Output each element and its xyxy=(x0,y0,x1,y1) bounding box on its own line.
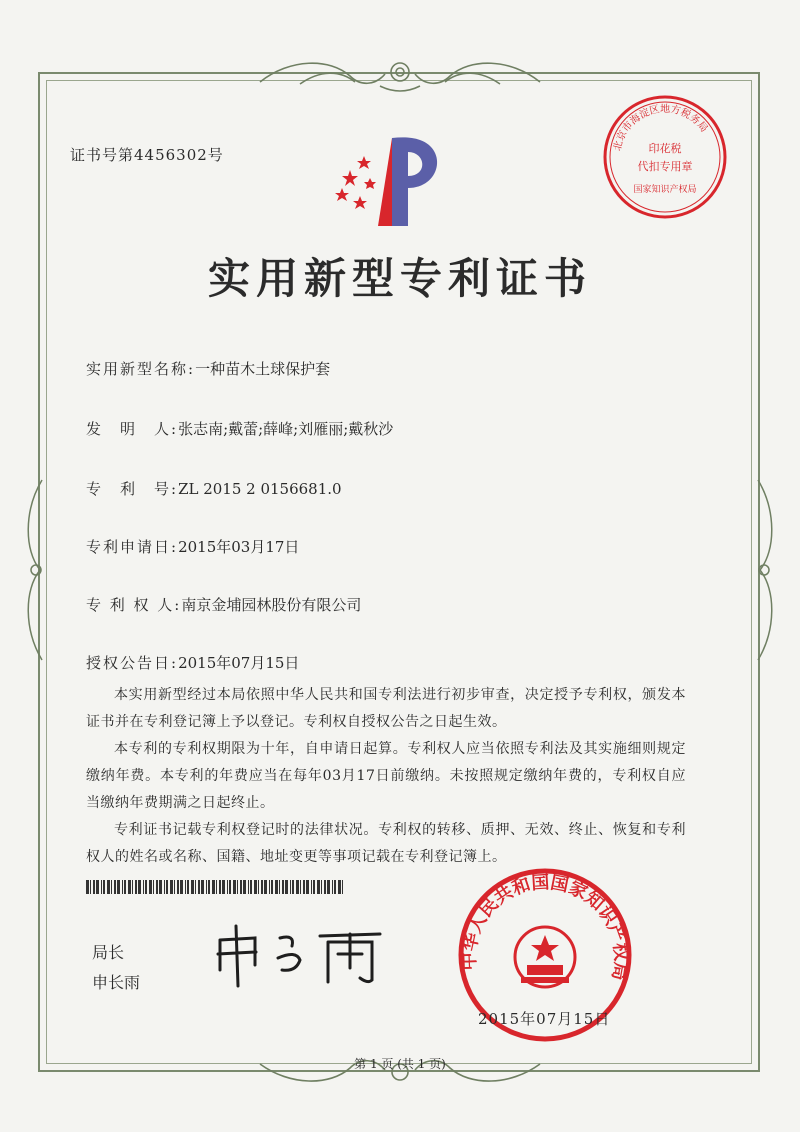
barcode-bar xyxy=(174,880,175,894)
barcode-bar xyxy=(303,880,305,894)
field-inventors xyxy=(86,418,393,439)
seal-date: 2015年07月15日 xyxy=(478,1010,611,1028)
tax-stamp-seal xyxy=(600,92,730,222)
director-signature xyxy=(200,920,400,990)
right-ornament xyxy=(748,470,778,670)
field-patentee xyxy=(86,594,361,615)
barcode-bar xyxy=(114,880,116,894)
barcode-bar xyxy=(290,880,291,894)
barcode-bar xyxy=(124,880,126,894)
barcode-bar xyxy=(143,880,144,894)
barcode-bar xyxy=(327,880,330,894)
barcode-bar xyxy=(271,880,273,894)
barcode-bar xyxy=(180,880,183,894)
barcode-bar xyxy=(187,880,189,894)
director-name: 申长雨 xyxy=(92,973,141,992)
field-application-date xyxy=(86,536,299,557)
field-value: 南京金埔园林股份有限公司 xyxy=(181,596,362,614)
barcode-bar xyxy=(282,880,284,894)
barcode-bar xyxy=(332,880,333,894)
tax-seal-bottom-text: 国家知识产权局 xyxy=(633,185,697,195)
national-emblem-icon xyxy=(515,927,575,987)
body-paragraph: 本专利的专利权期限为十年，自申请日起算。专利权人应当依照专利法及其实施细则规定缴纳年费。本专利的年费应当在每年03月17日前缴纳。未按照规定缴纳年费的，专利权自应当缴纳年费期满之日起终止。 xyxy=(86,741,686,811)
field-value: 2015年03月17日 xyxy=(178,538,300,556)
barcode-bar xyxy=(156,880,158,894)
barcode-bar xyxy=(103,880,105,894)
certificate-body xyxy=(86,682,686,871)
field-label: 授权公告日: xyxy=(86,654,179,672)
barcode-bar xyxy=(138,880,141,894)
barcode-bar xyxy=(261,880,263,894)
barcode-bar xyxy=(338,880,341,894)
field-value: 一种苗木土球保护套 xyxy=(195,360,331,378)
barcode-bar xyxy=(206,880,207,894)
barcode-bar xyxy=(117,880,120,894)
tax-seal-center-line2: 代扣专用章 xyxy=(637,160,693,173)
field-label: 专 利 权 人: xyxy=(86,596,182,614)
barcode-bar xyxy=(101,880,102,894)
barcode-bar xyxy=(254,880,257,894)
barcode-bar xyxy=(90,880,91,894)
tax-seal-ring-text: 北京市海淀区地方税务局 xyxy=(612,103,710,153)
barcode-bar xyxy=(198,880,200,894)
barcode-bar xyxy=(191,880,194,894)
barcode-bar xyxy=(93,880,95,894)
field-utility-model-name xyxy=(86,358,330,379)
barcode-bar xyxy=(306,880,309,894)
left-ornament xyxy=(22,470,52,670)
barcode-bar xyxy=(149,880,152,894)
director-title: 局长 xyxy=(92,943,125,962)
barcode-bar xyxy=(111,880,112,894)
barcode-bar xyxy=(250,880,252,894)
patent-office-logo xyxy=(330,130,450,230)
barcode-bar xyxy=(96,880,99,894)
barcode xyxy=(86,880,346,894)
barcode-bar xyxy=(233,880,236,894)
barcode-bar xyxy=(334,880,336,894)
page-number: 第 1 页 (共 1 页) xyxy=(354,1057,446,1071)
barcode-bar xyxy=(279,880,280,894)
barcode-bar xyxy=(311,880,312,894)
field-label: 专 利 号: xyxy=(86,480,179,498)
barcode-bar xyxy=(342,880,343,894)
barcode-bar xyxy=(185,880,186,894)
top-ornament xyxy=(240,52,560,98)
field-patent-number xyxy=(86,478,342,499)
barcode-bar xyxy=(195,880,196,894)
barcode-bar xyxy=(170,880,173,894)
barcode-bar xyxy=(122,880,123,894)
barcode-bar xyxy=(300,880,301,894)
barcode-bar xyxy=(285,880,288,894)
barcode-bar xyxy=(166,880,168,894)
tax-seal-center-line1: 印花税 xyxy=(648,142,682,155)
barcode-bar xyxy=(296,880,299,894)
field-grant-announcement-date xyxy=(86,652,299,673)
barcode-bar xyxy=(201,880,204,894)
barcode-bar xyxy=(292,880,294,894)
barcode-bar xyxy=(275,880,278,894)
seal-ring-text: 中华人民共和国国家知识产权局 xyxy=(458,871,632,982)
barcode-bar xyxy=(132,880,133,894)
barcode-bar xyxy=(177,880,179,894)
barcode-bar xyxy=(164,880,165,894)
barcode-bar xyxy=(219,880,221,894)
barcode-bar xyxy=(107,880,110,894)
field-label: 发 明 人: xyxy=(86,420,179,438)
barcode-bar xyxy=(128,880,131,894)
barcode-bar xyxy=(216,880,217,894)
barcode-bar xyxy=(159,880,162,894)
barcode-bar xyxy=(321,880,322,894)
barcode-bar xyxy=(324,880,326,894)
field-value: 张志南;戴蕾;薛峰;刘雁丽;戴秋沙 xyxy=(178,420,394,438)
field-value: 2015年07月15日 xyxy=(178,654,300,672)
body-paragraph: 专利证书记载专利权登记时的法律状况。专利权的转移、质押、无效、终止、恢复和专利权人的姓名或名称、国籍、地址变更等事项记载在专利登记簿上。 xyxy=(86,822,686,865)
barcode-bar xyxy=(227,880,228,894)
barcode-bar xyxy=(135,880,137,894)
barcode-bar xyxy=(86,880,89,894)
barcode-bar xyxy=(153,880,154,894)
barcode-bar xyxy=(313,880,315,894)
barcode-bar xyxy=(240,880,242,894)
barcode-bar xyxy=(145,880,147,894)
body-paragraph: 本实用新型经过本局依照中华人民共和国专利法进行初步审查，决定授予专利权，颁发本证书并在专利登记簿上予以登记。专利权自授权公告之日起生效。 xyxy=(86,687,686,730)
field-label: 专利申请日: xyxy=(86,538,179,556)
barcode-bar xyxy=(208,880,210,894)
barcode-bar xyxy=(222,880,225,894)
field-value: ZL 2015 2 0156681.0 xyxy=(178,480,342,498)
barcode-bar xyxy=(264,880,267,894)
barcode-bar xyxy=(258,880,259,894)
barcode-bar xyxy=(317,880,320,894)
barcode-bar xyxy=(269,880,270,894)
barcode-bar xyxy=(243,880,246,894)
certificate-title: 实用新型专利证书 xyxy=(207,254,592,303)
field-label: 实用新型名称: xyxy=(86,360,196,378)
certificate-number: 证书号第4456302号 xyxy=(70,146,224,164)
barcode-bar xyxy=(229,880,231,894)
barcode-bar xyxy=(248,880,249,894)
barcode-bar xyxy=(237,880,238,894)
barcode-bar xyxy=(212,880,215,894)
